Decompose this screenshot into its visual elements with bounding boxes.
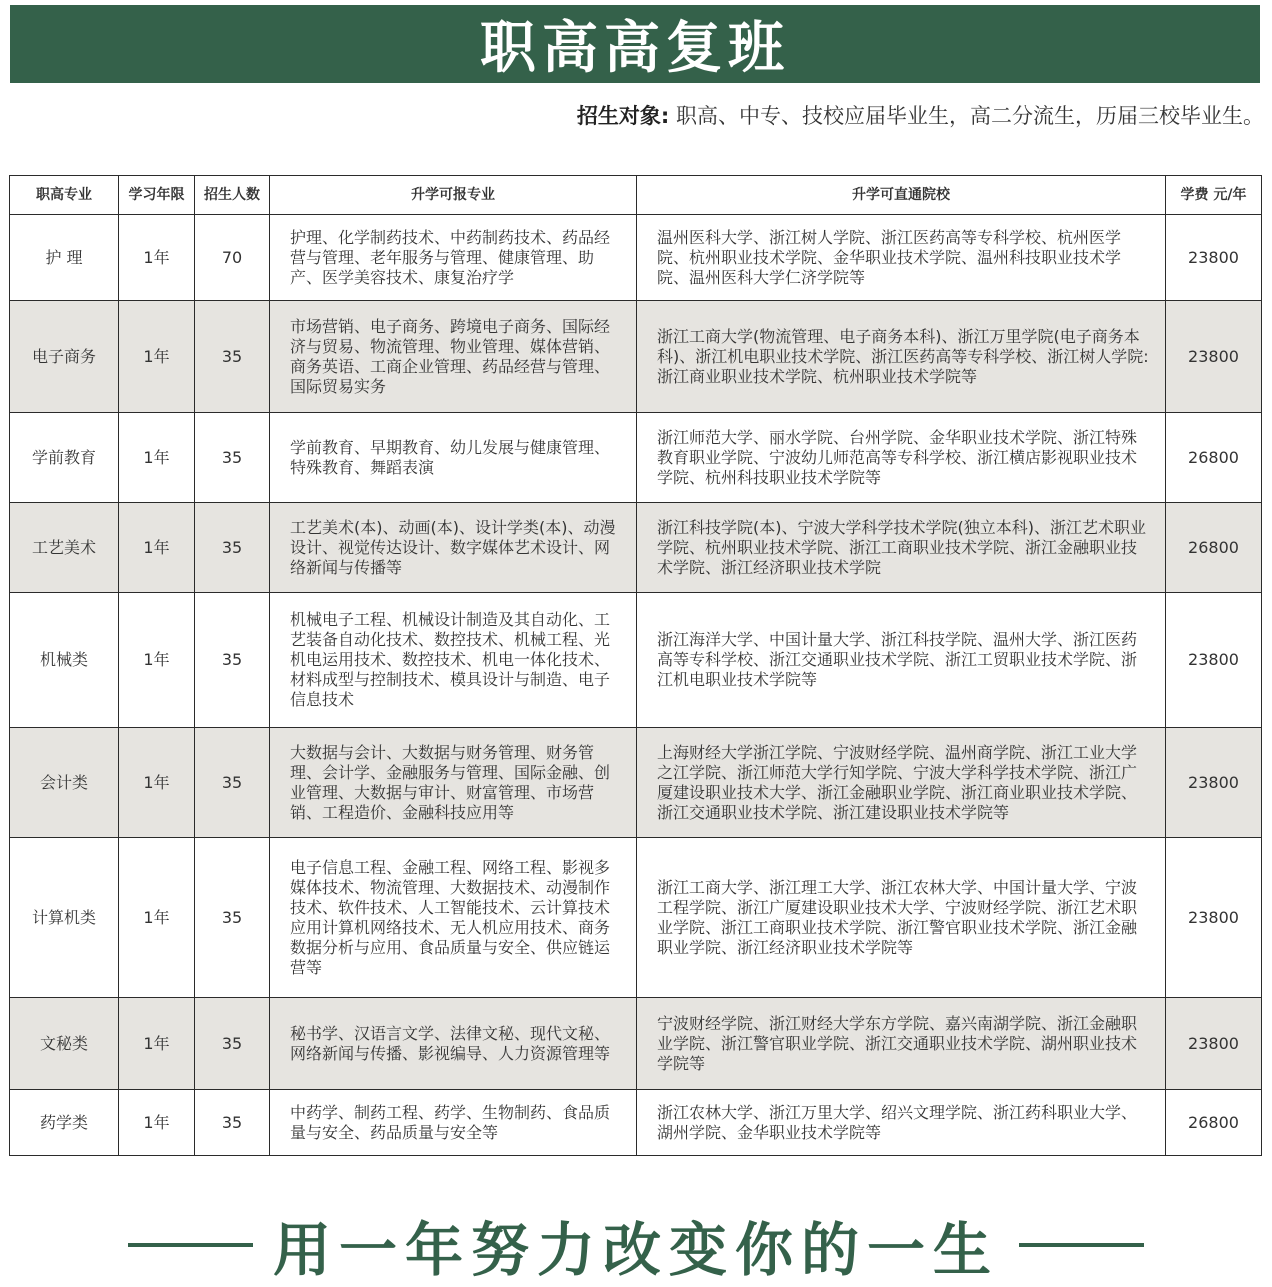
direct-schools-cell: 浙江农林大学、浙江万里大学、绍兴文理学院、浙江药科职业大学、湖州学院、金华职业技术学院等 [637, 1090, 1166, 1156]
years-cell: 1年 [119, 998, 195, 1090]
eligible-majors-cell: 市场营销、电子商务、跨境电子商务、国际经济与贸易、物流管理、物业管理、媒体营销、商务英语、工商企业管理、药品经营与管理、国际贸易实务 [270, 301, 637, 413]
major-cell: 文秘类 [10, 998, 119, 1090]
enrollment-target-text: 职高、中专、技校应届毕业生，高二分流生，历届三校毕业生。 [676, 104, 1264, 128]
enrollment-target-label: 招生对象: [576, 104, 670, 128]
eligible-majors-cell: 护理、化学制药技术、中药制药技术、药品经营与管理、老年服务与管理、健康管理、助产、医学美容技术、康复治疗学 [270, 215, 637, 301]
header-eligible-majors: 升学可报专业 [270, 176, 637, 215]
eligible-majors-cell: 学前教育、早期教育、幼儿发展与健康管理、特殊教育、舞蹈表演 [270, 413, 637, 503]
tuition-cell: 23800 [1166, 728, 1262, 838]
count-cell: 35 [195, 593, 270, 728]
years-cell: 1年 [119, 593, 195, 728]
direct-schools-cell: 上海财经大学浙江学院、宁波财经学院、温州商学院、浙江工业大学之江学院、浙江师范大学行知学院、宁波大学科学技术学院、浙江广厦建设职业技术大学、浙江金融职业学院、浙江商业职业技术学院、浙江交通职业技术学院、浙江建设职业技术学院等 [637, 728, 1166, 838]
enrollment-target [577, 100, 1264, 130]
slogan-left-rule [128, 1243, 253, 1247]
major-cell: 计算机类 [10, 838, 119, 998]
table-row [10, 728, 1262, 838]
major-cell: 会计类 [10, 728, 119, 838]
years-cell: 1年 [119, 1090, 195, 1156]
header-tuition: 学费 元/年 [1166, 176, 1262, 215]
table-row [10, 593, 1262, 728]
table-row [10, 1090, 1262, 1156]
major-cell: 护 理 [10, 215, 119, 301]
count-cell: 35 [195, 838, 270, 998]
major-cell: 学前教育 [10, 413, 119, 503]
table-header-row [10, 176, 1262, 215]
years-cell: 1年 [119, 413, 195, 503]
eligible-majors-cell: 中药学、制药工程、药学、生物制药、食品质量与安全、药品质量与安全等 [270, 1090, 637, 1156]
years-cell: 1年 [119, 838, 195, 998]
count-cell: 35 [195, 413, 270, 503]
tuition-cell: 23800 [1166, 593, 1262, 728]
slogan-text: 用一年努力改变你的一生 [272, 1216, 999, 1284]
table-row [10, 215, 1262, 301]
tuition-cell: 23800 [1166, 215, 1262, 301]
header-count: 招生人数 [195, 176, 270, 215]
major-cell: 药学类 [10, 1090, 119, 1156]
eligible-majors-cell: 机械电子工程、机械设计制造及其自动化、工艺装备自动化技术、数控技术、机械工程、光机电运用技术、数控技术、机电一体化技术、材料成型与控制技术、模具设计与制造、电子信息技术 [270, 593, 637, 728]
table-row [10, 998, 1262, 1090]
title-banner [10, 5, 1260, 83]
slogan-footer [0, 1210, 1272, 1284]
header-years: 学习年限 [119, 176, 195, 215]
header-major: 职高专业 [10, 176, 119, 215]
count-cell: 35 [195, 301, 270, 413]
direct-schools-cell: 浙江工商大学(物流管理、电子商务本科)、浙江万里学院(电子商务本科)、浙江机电职业技术学院、浙江医药高等专科学校、浙江树人学院:浙江商业职业技术学院、杭州职业技术学院等 [637, 301, 1166, 413]
count-cell: 70 [195, 215, 270, 301]
major-cell: 机械类 [10, 593, 119, 728]
header-direct-schools: 升学可直通院校 [637, 176, 1166, 215]
table-row [10, 503, 1262, 593]
page-title: 职高高复班 [480, 16, 790, 81]
years-cell: 1年 [119, 215, 195, 301]
years-cell: 1年 [119, 503, 195, 593]
tuition-cell: 26800 [1166, 503, 1262, 593]
eligible-majors-cell: 工艺美术(本)、动画(本)、设计学类(本)、动漫设计、视觉传达设计、数字媒体艺术设计、网络新闻与传播等 [270, 503, 637, 593]
program-table [9, 175, 1262, 1156]
count-cell: 35 [195, 998, 270, 1090]
direct-schools-cell: 浙江海洋大学、中国计量大学、浙江科技学院、温州大学、浙江医药高等专科学校、浙江交通职业技术学院、浙江工贸职业技术学院、浙江机电职业技术学院等 [637, 593, 1166, 728]
direct-schools-cell: 浙江工商大学、浙江理工大学、浙江农林大学、中国计量大学、宁波工程学院、浙江广厦建设职业技术大学、宁波财经学院、浙江艺术职业学院、浙江工商职业技术学院、浙江警官职业技术学院、浙江金融职业学院、浙江经济职业技术学院等 [637, 838, 1166, 998]
count-cell: 35 [195, 503, 270, 593]
direct-schools-cell: 宁波财经学院、浙江财经大学东方学院、嘉兴南湖学院、浙江金融职业学院、浙江警官职业学院、浙江交通职业技术学院、湖州职业技术学院等 [637, 998, 1166, 1090]
direct-schools-cell: 温州医科大学、浙江树人学院、浙江医药高等专科学校、杭州医学院、杭州职业技术学院、金华职业技术学院、温州科技职业技术学院、温州医科大学仁济学院等 [637, 215, 1166, 301]
table-row [10, 838, 1262, 998]
count-cell: 35 [195, 728, 270, 838]
tuition-cell: 26800 [1166, 413, 1262, 503]
years-cell: 1年 [119, 728, 195, 838]
eligible-majors-cell: 秘书学、汉语言文学、法律文秘、现代文秘、网络新闻与传播、影视编导、人力资源管理等 [270, 998, 637, 1090]
major-cell: 电子商务 [10, 301, 119, 413]
tuition-cell: 23800 [1166, 838, 1262, 998]
years-cell: 1年 [119, 301, 195, 413]
direct-schools-cell: 浙江师范大学、丽水学院、台州学院、金华职业技术学院、浙江特殊教育职业学院、宁波幼儿师范高等专科学校、浙江横店影视职业技术学院、杭州科技职业技术学院等 [637, 413, 1166, 503]
table-row [10, 413, 1262, 503]
slogan-right-rule [1019, 1243, 1144, 1247]
tuition-cell: 23800 [1166, 301, 1262, 413]
count-cell: 35 [195, 1090, 270, 1156]
direct-schools-cell: 浙江科技学院(本)、宁波大学科学技术学院(独立本科)、浙江艺术职业学院、杭州职业技术学院、浙江工商职业技术学院、浙江金融职业技术学院、浙江经济职业技术学院 [637, 503, 1166, 593]
table-row [10, 301, 1262, 413]
eligible-majors-cell: 大数据与会计、大数据与财务管理、财务管理、会计学、金融服务与管理、国际金融、创业管理、大数据与审计、财富管理、市场营销、工程造价、金融科技应用等 [270, 728, 637, 838]
major-cell: 工艺美术 [10, 503, 119, 593]
tuition-cell: 26800 [1166, 1090, 1262, 1156]
eligible-majors-cell: 电子信息工程、金融工程、网络工程、影视多媒体技术、物流管理、大数据技术、动漫制作技术、软件技术、人工智能技术、云计算技术应用计算机网络技术、无人机应用技术、商务数据分析与应用、食品质量与安全、供应链运营等 [270, 838, 637, 998]
tuition-cell: 23800 [1166, 998, 1262, 1090]
